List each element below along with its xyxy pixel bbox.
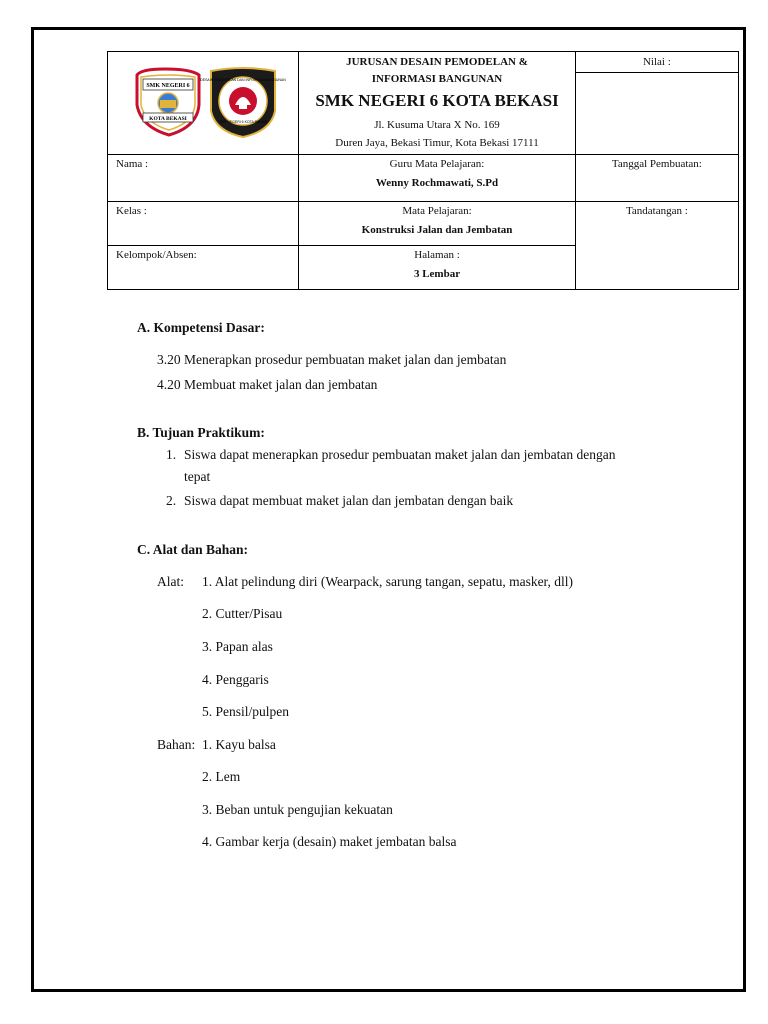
alat-item: 4. Penggaris xyxy=(202,672,269,687)
bahan-item: 4. Gambar kerja (desain) maket jembatan balsa xyxy=(202,834,457,849)
nilai-label: Nilai : xyxy=(642,56,671,68)
section-a-item: 3.20 Menerapkan prosedur pembuatan maket jalan dan jembatan xyxy=(157,352,507,367)
section-a-item: 4.20 Membuat maket jalan dan jembatan xyxy=(157,377,378,392)
guru-cell xyxy=(299,155,575,202)
logo-cell xyxy=(108,52,299,155)
bahan-item: 1. Kayu balsa xyxy=(202,737,276,752)
smk-shield-icon xyxy=(137,69,199,135)
school-name: SMK NEGERI 6 KOTA BEKASI xyxy=(315,91,559,110)
kelas-label: Kelas : xyxy=(116,205,147,217)
dpib-badge-icon xyxy=(200,68,286,137)
address-line1: Jl. Kusuma Utara X No. 169 xyxy=(374,119,500,131)
department-line1: JURUSAN DESAIN PEMODELAN & xyxy=(346,56,528,68)
mapel-label: Mata Pelajaran: xyxy=(402,205,472,217)
halaman-value: 3 Lembar xyxy=(413,268,461,280)
section-a-title: A. Kompetensi Dasar: xyxy=(137,320,265,335)
department-line2: INFORMASI BANGUNAN xyxy=(371,73,503,85)
section-b-item-text: Siswa dapat menerapkan prosedur pembuatan maket jalan dan jembatan dengan xyxy=(184,447,616,462)
kelompok-label: Kelompok/Absen: xyxy=(116,249,197,261)
kelas-cell[interactable] xyxy=(108,202,299,246)
header-table xyxy=(107,51,739,290)
section-b-item-text: Siswa dapat membuat maket jalan dan jembatan dengan baik xyxy=(184,493,514,508)
section-b-item-text: tepat xyxy=(184,469,211,484)
mapel-cell xyxy=(299,202,575,246)
mapel-value: Konstruksi Jalan dan Jembatan xyxy=(361,224,513,236)
school-info-cell xyxy=(299,52,575,155)
section-c-title: C. Alat dan Bahan: xyxy=(137,542,249,557)
nama-cell[interactable] xyxy=(108,155,299,202)
guru-value: Wenny Rochmawati, S.Pd xyxy=(375,177,499,189)
section-b-title: B. Tujuan Praktikum: xyxy=(137,425,265,440)
logo2-top-text: DESAIN PEMODELAN DAN INFORMASI BANGUNAN xyxy=(200,77,286,82)
logo2-bottom-text: SMK NEGERI 6 KOTA BEKASI xyxy=(218,119,268,124)
halaman-label: Halaman : xyxy=(414,249,460,261)
bahan-label: Bahan: xyxy=(157,737,196,752)
nilai-label-box xyxy=(576,52,738,73)
alat-item: 3. Papan alas xyxy=(202,639,273,654)
guru-label: Guru Mata Pelajaran: xyxy=(389,158,485,170)
kelompok-cell[interactable] xyxy=(108,246,299,290)
alat-item: 1. Alat pelindung diri (Wearpack, sarung tangan, sepatu, masker, dll) xyxy=(202,574,574,589)
alat-label: Alat: xyxy=(157,574,184,589)
logo1-top-text: SMK NEGERI 6 xyxy=(146,82,190,89)
bahan-item: 2. Lem xyxy=(202,769,241,784)
alat-item: 2. Cutter/Pisau xyxy=(202,606,283,621)
alat-item: 5. Pensil/pulpen xyxy=(202,704,289,719)
address-line2: Duren Jaya, Bekasi Timur, Kota Bekasi 17111 xyxy=(335,137,539,149)
tandatangan-label: Tandatangan : xyxy=(625,205,688,217)
halaman-cell xyxy=(299,246,575,290)
nama-label: Nama : xyxy=(116,158,149,170)
section-b-item-num: 2. xyxy=(166,493,177,508)
bahan-item: 3. Beban untuk pengujian kekuatan xyxy=(202,802,393,817)
tandatangan-cell[interactable] xyxy=(575,202,738,290)
logo1-bottom-text: KOTA BEKASI xyxy=(149,115,187,122)
school-logos xyxy=(113,61,293,141)
tanggal-cell[interactable] xyxy=(575,155,738,202)
section-b-item-num: 1. xyxy=(166,447,177,462)
tanggal-label: Tanggal Pembuatan: xyxy=(611,158,702,170)
nilai-cell xyxy=(575,52,738,155)
